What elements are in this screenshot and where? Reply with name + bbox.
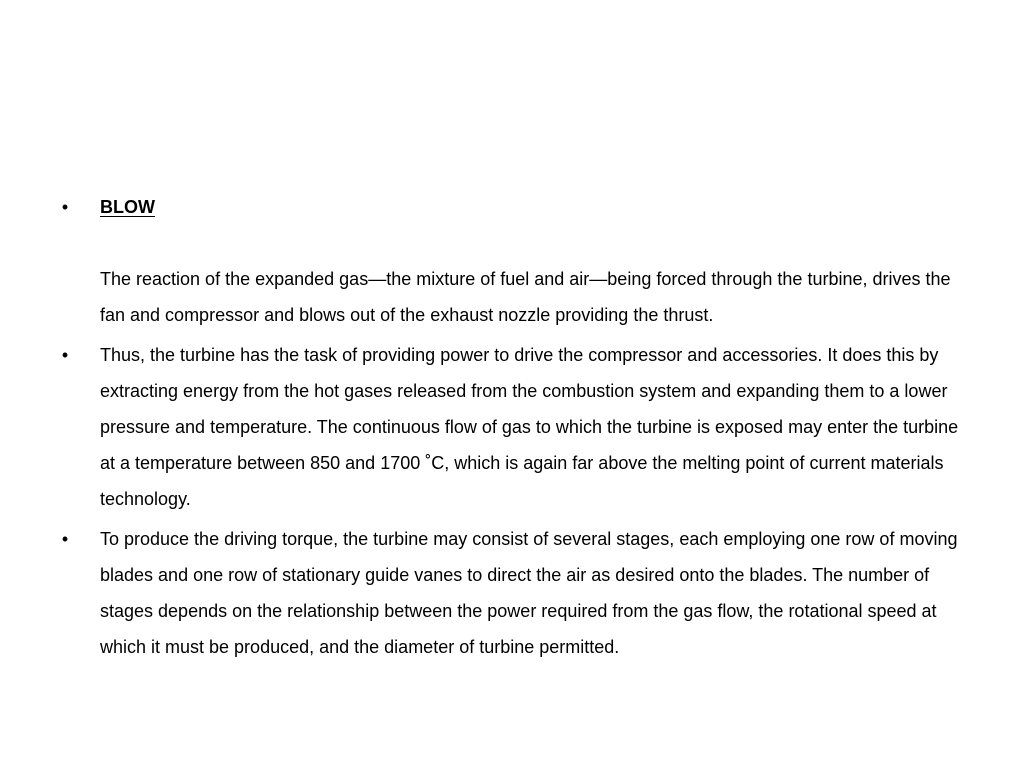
bullet-item-driving-torque xyxy=(58,521,978,665)
bullet-icon: • xyxy=(61,345,69,365)
spacer xyxy=(100,225,978,261)
paragraph-blow: The reaction of the expanded gas—the mixture of fuel and air—being forced through the turbine, drives the fan and compressor and blows out of the exhaust nozzle providing the thrust. xyxy=(100,269,951,325)
bullet-list xyxy=(58,189,978,669)
bullet-icon: • xyxy=(61,529,69,549)
bullet-icon: • xyxy=(61,197,69,217)
bullet-item-blow xyxy=(58,189,978,333)
paragraph-turbine-task: Thus, the turbine has the task of providing power to drive the compressor and accessories. It does this by extracting energy from the hot gases released from the combustion system and expanding them to a lower pressure and temperature. The continuous flow of gas to which the turbine is exposed may enter the turbine at a temperature between 850 and 1700 ˚C, which is again far above the melting point of current materials technology. xyxy=(100,345,959,509)
bullet-item-turbine-task xyxy=(58,337,978,517)
section-heading: BLOW xyxy=(100,197,155,217)
paragraph-driving-torque: To produce the driving torque, the turbine may consist of several stages, each employing one row of moving blades and one row of stationary guide vanes to direct the air as desired onto the blades. The number of stages depends on the relationship between the power required from the gas flow, the rotational speed at which it must be produced, and the diameter of turbine permitted. xyxy=(100,529,958,657)
